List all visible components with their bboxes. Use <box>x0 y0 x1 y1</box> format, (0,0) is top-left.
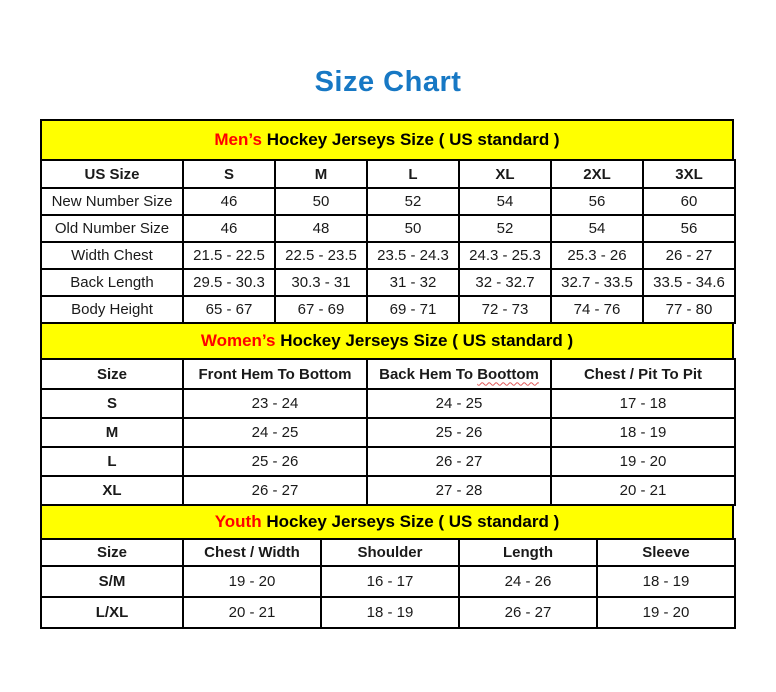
cell-value: 52 <box>367 188 459 215</box>
cell-value: 25 - 26 <box>367 418 551 447</box>
cell-value: 46 <box>183 215 275 242</box>
table-row <box>41 566 735 597</box>
youth-section-banner <box>40 504 734 540</box>
table-row <box>41 269 735 296</box>
cell-value: 26 - 27 <box>459 597 597 628</box>
table-row <box>41 389 735 418</box>
mens-col-header: 3XL <box>643 160 735 188</box>
table-row <box>41 296 735 323</box>
cell-value: 74 - 76 <box>551 296 643 323</box>
womens-col-header-back-prefix: Back Hem To <box>379 365 474 383</box>
mens-banner-highlight: Men’s <box>214 130 262 149</box>
youth-col-header: Chest / Width <box>183 539 321 566</box>
cell-value: 72 - 73 <box>459 296 551 323</box>
cell-value: 26 - 27 <box>643 242 735 269</box>
cell-value: 33.5 - 34.6 <box>643 269 735 296</box>
womens-banner-highlight: Women’s <box>200 331 276 350</box>
cell-value: 56 <box>551 188 643 215</box>
cell-value: 22.5 - 23.5 <box>275 242 367 269</box>
cell-value: 67 - 69 <box>275 296 367 323</box>
row-label: Width Chest <box>41 242 183 269</box>
cell-value: 60 <box>643 188 735 215</box>
womens-col-header: Chest / Pit To Pit <box>551 359 735 389</box>
cell-value: 30.3 - 31 <box>275 269 367 296</box>
table-row <box>41 242 735 269</box>
table-row <box>41 476 735 505</box>
cell-value: 26 - 27 <box>367 447 551 476</box>
cell-value: 65 - 67 <box>183 296 275 323</box>
mens-size-table <box>40 159 736 324</box>
page-title: Size Chart <box>314 66 462 98</box>
misspelled-word: Boottom <box>477 365 539 383</box>
cell-value: 24 - 25 <box>367 389 551 418</box>
mens-col-header: L <box>367 160 459 188</box>
cell-value: 24 - 26 <box>459 566 597 597</box>
youth-col-header: Shoulder <box>321 539 459 566</box>
cell-value: 20 - 21 <box>183 597 321 628</box>
mens-banner-text: Hockey Jerseys Size ( US standard ) <box>266 130 560 149</box>
womens-col-header: Size <box>41 359 183 389</box>
cell-value: 23.5 - 24.3 <box>367 242 459 269</box>
cell-value: 24.3 - 25.3 <box>459 242 551 269</box>
cell-value: 56 <box>643 215 735 242</box>
womens-section-banner <box>40 322 734 360</box>
cell-value: 54 <box>459 188 551 215</box>
table-row <box>41 215 735 242</box>
cell-value: 24 - 25 <box>183 418 367 447</box>
row-label: Body Height <box>41 296 183 323</box>
row-label: M <box>41 418 183 447</box>
womens-col-header <box>367 359 551 389</box>
cell-value: 50 <box>275 188 367 215</box>
cell-value: 18 - 19 <box>597 566 735 597</box>
table-row <box>41 418 735 447</box>
cell-value: 31 - 32 <box>367 269 459 296</box>
cell-value: 19 - 20 <box>597 597 735 628</box>
cell-value: 19 - 20 <box>183 566 321 597</box>
cell-value: 32 - 32.7 <box>459 269 551 296</box>
womens-banner-text: Hockey Jerseys Size ( US standard ) <box>280 331 574 350</box>
mens-col-header: US Size <box>41 160 183 188</box>
cell-value: 26 - 27 <box>183 476 367 505</box>
cell-value: 52 <box>459 215 551 242</box>
table-row <box>41 188 735 215</box>
mens-header-row <box>41 160 735 188</box>
row-label: S <box>41 389 183 418</box>
cell-value: 23 - 24 <box>183 389 367 418</box>
mens-col-header: M <box>275 160 367 188</box>
cell-value: 50 <box>367 215 459 242</box>
youth-banner-highlight: Youth <box>214 512 262 531</box>
cell-value: 27 - 28 <box>367 476 551 505</box>
youth-size-table <box>40 538 736 629</box>
cell-value: 77 - 80 <box>643 296 735 323</box>
cell-value: 32.7 - 33.5 <box>551 269 643 296</box>
cell-value: 18 - 19 <box>551 418 735 447</box>
cell-value: 46 <box>183 188 275 215</box>
youth-header-row <box>41 539 735 566</box>
cell-value: 18 - 19 <box>321 597 459 628</box>
row-label: S/M <box>41 566 183 597</box>
cell-value: 16 - 17 <box>321 566 459 597</box>
row-label: Old Number Size <box>41 215 183 242</box>
cell-value: 54 <box>551 215 643 242</box>
row-label: Back Length <box>41 269 183 296</box>
womens-col-header: Front Hem To Bottom <box>183 359 367 389</box>
youth-banner-text: Hockey Jerseys Size ( US standard ) <box>266 512 560 531</box>
mens-col-header: XL <box>459 160 551 188</box>
row-label: New Number Size <box>41 188 183 215</box>
table-row <box>41 597 735 628</box>
youth-col-header: Length <box>459 539 597 566</box>
cell-value: 25.3 - 26 <box>551 242 643 269</box>
cell-value: 19 - 20 <box>551 447 735 476</box>
row-label: L/XL <box>41 597 183 628</box>
womens-size-table <box>40 358 736 506</box>
youth-col-header: Sleeve <box>597 539 735 566</box>
mens-col-header: S <box>183 160 275 188</box>
table-row <box>41 447 735 476</box>
mens-section-banner <box>40 119 734 161</box>
mens-col-header: 2XL <box>551 160 643 188</box>
youth-col-header: Size <box>41 539 183 566</box>
cell-value: 29.5 - 30.3 <box>183 269 275 296</box>
size-chart-block <box>40 119 734 629</box>
cell-value: 20 - 21 <box>551 476 735 505</box>
cell-value: 25 - 26 <box>183 447 367 476</box>
row-label: L <box>41 447 183 476</box>
cell-value: 21.5 - 22.5 <box>183 242 275 269</box>
cell-value: 69 - 71 <box>367 296 459 323</box>
row-label: XL <box>41 476 183 505</box>
cell-value: 48 <box>275 215 367 242</box>
cell-value: 17 - 18 <box>551 389 735 418</box>
womens-header-row <box>41 359 735 389</box>
